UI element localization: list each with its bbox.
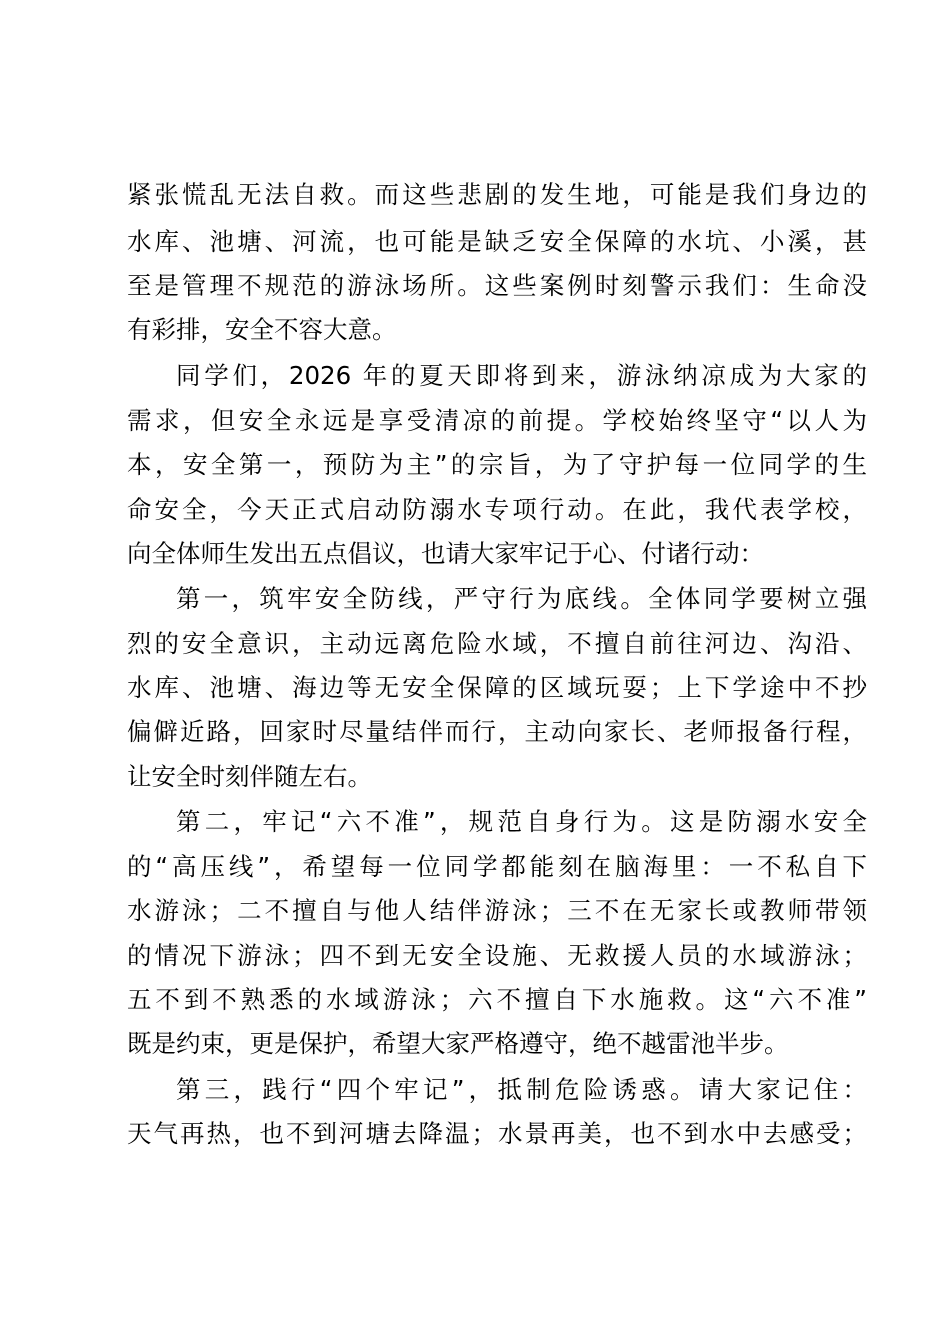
- paragraph-first-line: 第二，牢记“六不准”，规范自身行为。这是防溺水安全: [176, 807, 867, 836]
- text-line: 水库、池塘、海边等无安全保障的区域玩耍；上下学途中不抄: [127, 673, 867, 702]
- text-line: 天气再热，也不到河塘去降温；水景再美，也不到水中去感受；: [127, 1119, 867, 1148]
- text-line: 水游泳；二不擅自与他人结伴游泳；三不在无家长或教师带领: [127, 896, 867, 925]
- text-line: 紧张慌乱无法自救。而这些悲剧的发生地，可能是我们身边的: [127, 180, 867, 209]
- text-line: 偏僻近路，回家时尽量结伴而行，主动向家长、老师报备行程，: [127, 717, 867, 746]
- text-line: 至是管理不规范的游泳场所。这些案例时刻警示我们：生命没: [127, 271, 867, 300]
- text-line: 的“高压线”，希望每一位同学都能刻在脑海里：一不私自下: [127, 852, 867, 881]
- text-line: 烈的安全意识，主动远离危险水域，不擅自前往河边、沟沿、: [127, 629, 867, 658]
- text-line: 有彩排，安全不容大意。: [127, 315, 397, 344]
- paragraph-first-line: 第三，践行“四个牢记”，抵制危险诱惑。请大家记住：: [176, 1075, 867, 1104]
- text-line: 让安全时刻伴随左右。: [127, 762, 372, 791]
- text-line: 的情况下游泳；四不到无安全设施、无救援人员的水域游泳；: [127, 941, 867, 970]
- paragraph-first-line: 第一，筑牢安全防线，严守行为底线。全体同学要树立强: [176, 584, 867, 613]
- text-line: 命安全，今天正式启动防溺水专项行动。在此，我代表学校，: [127, 495, 867, 524]
- text-line: 水库、池塘、河流，也可能是缺乏安全保障的水坑、小溪，甚: [127, 227, 867, 256]
- text-line: 需求，但安全永远是享受清凉的前提。学校始终坚守“以人为: [127, 406, 867, 435]
- paragraph-first-line: 同学们，2026 年的夏天即将到来，游泳纳凉成为大家的: [176, 361, 867, 390]
- text-line: 本，安全第一，预防为主”的宗旨，为了守护每一位同学的生: [127, 450, 867, 479]
- text-line: 向全体师生发出五点倡议，也请大家牢记于心、付诸行动：: [127, 539, 764, 568]
- text-line: 五不到不熟悉的水域游泳；六不擅自下水施救。这“六不准”: [127, 985, 867, 1014]
- text-line: 既是约束，更是保护，希望大家严格遵守，绝不越雷池半步。: [127, 1029, 789, 1058]
